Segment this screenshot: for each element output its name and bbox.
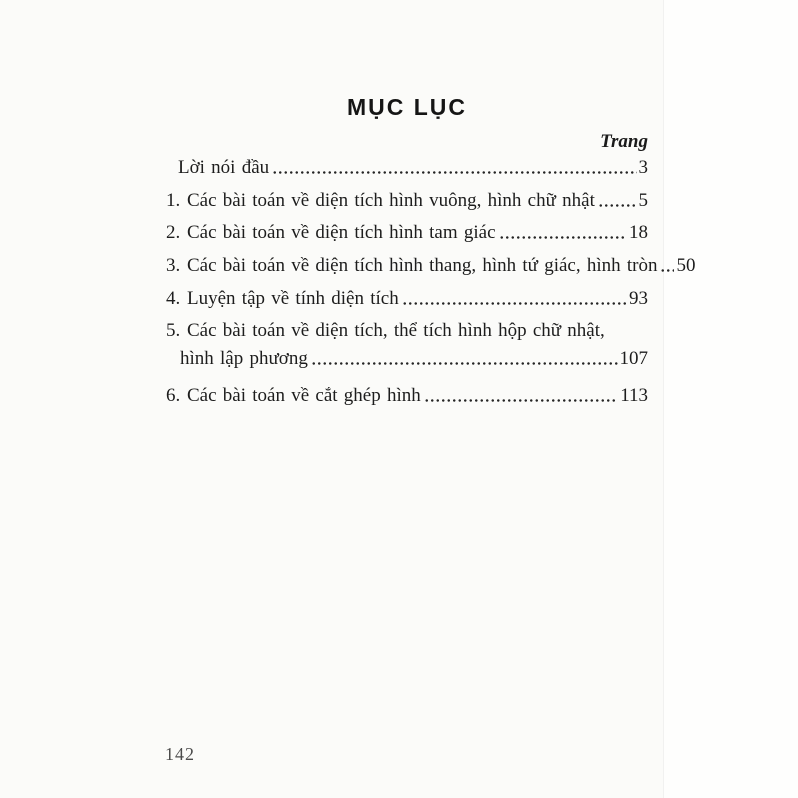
toc-entry	[166, 222, 648, 244]
dot-leader	[424, 385, 618, 407]
page-title: MỤC LỤC	[346, 94, 468, 120]
entry-number: 5.	[166, 320, 181, 341]
column-header-trang: Trang	[600, 131, 648, 152]
entry-page-number: 5	[638, 190, 648, 211]
scan-seam	[663, 0, 798, 798]
entry-title: Lời nói đầu	[178, 157, 270, 178]
entry-title: Các bài toán về diện tích, thể tích hình hộp chữ nhật,	[187, 320, 605, 341]
entry-title: Các bài toán về cắt ghép hình	[187, 385, 421, 406]
dot-leader	[660, 255, 674, 277]
dot-leader	[598, 190, 637, 212]
entry-number: 4.	[166, 288, 181, 309]
entry-page-number: 3	[638, 157, 648, 178]
entry-number: 6.	[166, 385, 181, 406]
entry-page-number: 18	[629, 222, 648, 243]
table-of-contents	[166, 0, 696, 798]
entry-title: hình lập phương	[180, 348, 308, 369]
toc-entry	[166, 385, 648, 407]
dot-leader	[402, 288, 627, 310]
dot-leader	[311, 348, 618, 370]
toc-entry	[166, 320, 648, 342]
entry-page-number: 50	[676, 255, 696, 276]
entry-page-number: 93	[629, 288, 648, 309]
entry-title: Luyện tập về tính diện tích	[187, 288, 399, 309]
toc-entry	[166, 288, 648, 310]
toc-entry	[166, 348, 648, 370]
entry-title: Các bài toán về diện tích hình vuông, hình chữ nhật	[187, 190, 595, 211]
entry-number: 3.	[166, 255, 181, 276]
dot-leader	[499, 222, 627, 244]
entry-title: Các bài toán về diện tích hình tam giác	[187, 222, 496, 243]
dot-leader	[272, 157, 636, 179]
entry-page-number: 113	[620, 385, 648, 406]
toc-entry	[166, 190, 648, 212]
entry-number: 2.	[166, 222, 181, 243]
entry-page-number: 107	[619, 348, 648, 369]
toc-entry	[166, 157, 648, 179]
toc-entry	[166, 255, 696, 277]
entry-title: Các bài toán về diện tích hình thang, hình tứ giác, hình tròn	[187, 255, 658, 276]
page-number: 142	[165, 744, 195, 764]
entry-number: 1.	[166, 190, 181, 211]
